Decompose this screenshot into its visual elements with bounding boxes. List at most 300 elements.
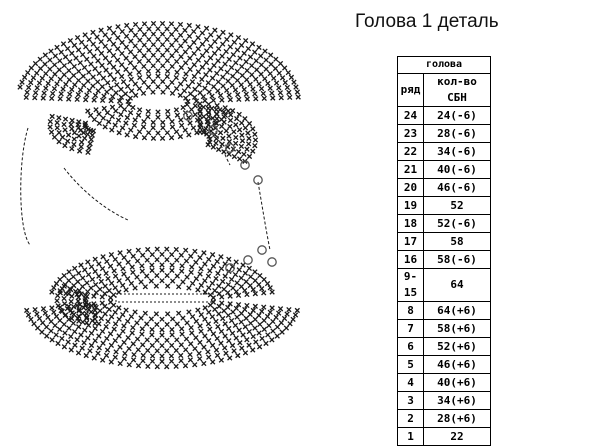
- stitch-x-icon: [254, 68, 258, 72]
- stitch-x-icon: [87, 307, 91, 311]
- stitch-x-icon: [178, 134, 182, 138]
- stitch-x-icon: [198, 324, 202, 328]
- stitch-x-icon: [99, 316, 103, 320]
- stitch-x-icon: [141, 353, 145, 357]
- row-number-cell: 17: [398, 233, 424, 251]
- stitch-x-icon: [179, 65, 183, 69]
- stitch-x-icon: [193, 87, 197, 91]
- stitch-x-icon: [174, 86, 178, 90]
- stitch-x-icon: [275, 334, 279, 338]
- stitch-x-icon: [88, 142, 92, 146]
- stitch-x-icon: [169, 22, 173, 26]
- stitch-x-icon: [196, 25, 200, 29]
- stitch-x-icon: [151, 64, 155, 68]
- stitch-x-icon: [104, 324, 108, 328]
- stitch-x-icon: [210, 343, 214, 347]
- stitch-x-icon: [124, 56, 128, 60]
- stitch-x-icon: [119, 112, 123, 116]
- stitch-x-icon: [160, 252, 164, 256]
- stitch-x-icon: [271, 319, 275, 323]
- stitch-x-icon: [50, 114, 54, 118]
- stitch-x-icon: [221, 84, 225, 88]
- stitch-x-icon: [227, 134, 231, 138]
- stitch-x-icon: [124, 45, 128, 49]
- stitch-x-icon: [236, 35, 240, 39]
- stitch-x-icon: [251, 87, 255, 91]
- stitch-x-icon: [165, 349, 169, 353]
- stitch-x-icon: [160, 317, 164, 321]
- stitch-x-icon: [122, 107, 126, 111]
- stitch-x-icon: [125, 133, 129, 137]
- stitch-x-icon: [258, 54, 262, 58]
- stitch-x-icon: [214, 141, 218, 145]
- stitch-x-icon: [200, 53, 204, 57]
- stitch-x-icon: [122, 272, 126, 276]
- stitch-x-icon: [132, 123, 136, 127]
- stitch-x-icon: [227, 139, 231, 143]
- stitch-x-icon: [248, 55, 252, 59]
- stitch-x-icon: [146, 58, 150, 62]
- stitch-x-icon: [35, 326, 39, 330]
- stitch-x-icon: [111, 65, 115, 69]
- stitch-x-icon: [242, 51, 246, 55]
- stitch-x-icon: [106, 120, 110, 124]
- stitch-x-icon: [231, 74, 235, 78]
- stitch-x-icon: [259, 86, 263, 90]
- stitch-x-icon: [145, 338, 149, 342]
- stitch-x-icon: [139, 280, 143, 284]
- stitch-x-icon: [253, 278, 257, 282]
- stitch-x-icon: [230, 331, 234, 335]
- stitch-x-icon: [283, 80, 287, 84]
- stitch-x-icon: [105, 348, 109, 352]
- stitch-x-icon: [124, 67, 128, 71]
- stitch-x-icon: [229, 318, 233, 322]
- stitch-x-icon: [174, 75, 178, 79]
- stitch-x-icon: [104, 353, 108, 357]
- stitch-x-icon: [103, 44, 107, 48]
- stitch-x-icon: [254, 340, 258, 344]
- stitch-x-icon: [33, 307, 37, 311]
- stitch-x-icon: [124, 288, 128, 292]
- stitch-x-icon: [180, 269, 184, 273]
- stitch-x-icon: [92, 117, 96, 121]
- stitch-x-icon: [262, 318, 266, 322]
- stitch-x-icon: [224, 129, 228, 133]
- stitch-x-icon: [247, 343, 251, 347]
- stitch-x-icon: [210, 315, 214, 319]
- stitch-x-icon: [97, 112, 101, 116]
- stitch-x-icon: [75, 35, 79, 39]
- diagram-title: Голова 1 деталь: [355, 11, 499, 32]
- stitch-x-icon: [150, 327, 154, 331]
- stitch-x-icon: [183, 50, 187, 54]
- stitch-x-icon: [228, 124, 232, 128]
- stitch-x-icon: [137, 108, 141, 112]
- table-row: [398, 338, 491, 356]
- stitch-x-icon: [116, 47, 120, 51]
- stitch-x-icon: [170, 43, 174, 47]
- stitch-x-icon: [54, 314, 58, 318]
- row-number-cell: 9-15: [398, 269, 424, 302]
- stitch-x-icon: [208, 269, 212, 273]
- table-caption: голова: [398, 57, 491, 74]
- stitch-x-icon: [151, 79, 155, 83]
- stitch-x-icon: [69, 348, 73, 352]
- stitch-x-icon: [251, 348, 255, 352]
- stitch-x-icon: [58, 77, 62, 81]
- stitch-x-icon: [196, 58, 200, 62]
- table-row: [398, 356, 491, 374]
- stitch-x-icon: [276, 311, 280, 315]
- stitch-x-icon: [156, 115, 160, 119]
- stitch-count-cell: 34(-6): [424, 143, 491, 161]
- stitch-x-icon: [137, 59, 141, 63]
- stitch-count-cell: 52(+6): [424, 338, 491, 356]
- stitch-x-icon: [277, 71, 281, 75]
- stitch-x-icon: [212, 51, 216, 55]
- stitch-x-icon: [142, 22, 146, 26]
- stitch-x-icon: [263, 49, 267, 53]
- stitch-x-icon: [187, 133, 191, 137]
- stitch-x-icon: [230, 343, 234, 347]
- stitch-x-icon: [174, 108, 178, 112]
- stitch-x-icon: [260, 286, 264, 290]
- stitch-x-icon: [35, 86, 39, 90]
- stitch-x-icon: [113, 123, 117, 127]
- stitch-x-icon: [96, 351, 100, 355]
- stitch-x-icon: [116, 25, 120, 29]
- stitch-x-icon: [70, 147, 74, 151]
- stitch-x-icon: [127, 346, 131, 350]
- stitch-x-icon: [293, 313, 297, 317]
- stitch-x-icon: [174, 247, 178, 251]
- stitch-x-icon: [244, 92, 248, 96]
- stitch-x-icon: [54, 333, 58, 337]
- stitch-x-icon: [196, 288, 200, 292]
- stitch-x-icon: [33, 91, 37, 95]
- stitch-x-icon: [160, 359, 164, 363]
- stitch-x-icon: [121, 267, 125, 271]
- stitch-x-icon: [122, 255, 126, 259]
- stitch-x-icon: [115, 70, 119, 74]
- stitch-x-icon: [100, 84, 104, 88]
- stitch-x-icon: [156, 131, 160, 135]
- stitch-x-icon: [67, 78, 71, 82]
- stitch-x-icon: [119, 87, 123, 91]
- stitch-x-icon: [146, 131, 150, 135]
- stitch-x-icon: [284, 326, 288, 330]
- stitch-x-icon: [197, 351, 201, 355]
- stitch-x-icon: [129, 281, 133, 285]
- stitch-x-icon: [203, 334, 207, 338]
- stitch-x-icon: [137, 86, 141, 90]
- stitch-x-icon: [53, 54, 57, 58]
- stitch-x-icon: [259, 72, 263, 76]
- stitch-x-icon: [156, 110, 160, 114]
- stitch-x-icon: [170, 279, 174, 283]
- stitch-x-icon: [66, 340, 70, 344]
- stitch-x-icon: [150, 354, 154, 358]
- stitch-x-icon: [55, 299, 59, 303]
- stitch-x-icon: [285, 312, 289, 316]
- stitch-x-icon: [271, 329, 275, 333]
- stitch-x-icon: [105, 336, 109, 340]
- stitch-x-icon: [88, 49, 92, 53]
- stitch-x-icon: [55, 126, 59, 130]
- stitch-x-icon: [170, 327, 174, 331]
- stitch-x-icon: [221, 75, 225, 79]
- stitch-x-icon: [165, 258, 169, 262]
- stitch-x-icon: [77, 134, 81, 138]
- row-number-cell: 3: [398, 392, 424, 410]
- stitch-x-icon: [156, 37, 160, 41]
- stitch-count-cell: 58(-6): [424, 251, 491, 269]
- stitch-x-icon: [245, 147, 249, 151]
- stitch-x-icon: [207, 114, 211, 118]
- stitch-x-icon: [154, 284, 158, 288]
- stitch-x-icon: [63, 331, 67, 335]
- stitch-x-icon: [145, 274, 149, 278]
- stitch-x-icon: [117, 130, 121, 134]
- stitch-x-icon: [228, 113, 232, 117]
- stitch-x-icon: [214, 112, 218, 116]
- stitch-x-icon: [218, 131, 222, 135]
- stitch-x-icon: [136, 113, 140, 117]
- stitch-x-icon: [128, 61, 132, 65]
- stitch-x-icon: [83, 98, 87, 102]
- stitch-count-cell: 52(-6): [424, 215, 491, 233]
- stitch-x-icon: [253, 291, 257, 295]
- stitch-x-icon: [219, 66, 223, 70]
- stitch-x-icon: [135, 275, 139, 279]
- stitch-x-icon: [202, 345, 206, 349]
- stitch-x-icon: [214, 107, 218, 111]
- stitch-x-icon: [142, 136, 146, 140]
- stitch-x-icon: [160, 32, 164, 36]
- stitch-x-icon: [140, 269, 144, 273]
- stitch-x-icon: [69, 334, 73, 338]
- stitch-x-icon: [213, 307, 217, 311]
- stitch-x-icon: [129, 89, 133, 93]
- stitch-x-icon: [183, 61, 187, 65]
- stitch-x-icon: [138, 75, 142, 79]
- stitch-x-icon: [42, 91, 46, 95]
- stitch-x-icon: [85, 281, 89, 285]
- stitch-x-icon: [237, 268, 241, 272]
- stitch-x-icon: [138, 27, 142, 31]
- stitch-x-icon: [244, 78, 248, 82]
- stitch-x-icon: [215, 71, 219, 75]
- stitch-x-icon: [227, 326, 231, 330]
- stitch-x-icon: [25, 90, 29, 94]
- stitch-x-icon: [117, 262, 121, 266]
- stitch-x-icon: [133, 310, 137, 314]
- stitch-x-icon: [108, 332, 112, 336]
- stitch-x-icon: [170, 53, 174, 57]
- stitch-x-icon: [242, 87, 246, 91]
- stitch-x-icon: [109, 252, 113, 256]
- stitch-x-icon: [131, 342, 135, 346]
- stitch-x-icon: [231, 310, 235, 314]
- stitch-x-icon: [97, 334, 101, 338]
- stitch-x-icon: [223, 322, 227, 326]
- stitch-x-icon: [198, 255, 202, 259]
- stitch-x-icon: [181, 316, 185, 320]
- stitch-x-icon: [73, 343, 77, 347]
- stitch-x-icon: [89, 137, 93, 141]
- row-number-cell: 24: [398, 107, 424, 125]
- stitch-x-icon: [181, 105, 185, 109]
- stitch-x-icon: [95, 47, 99, 51]
- stitch-x-icon: [161, 120, 165, 124]
- stitch-x-icon: [246, 131, 250, 135]
- stitch-x-icon: [208, 327, 212, 331]
- stitch-x-icon: [208, 303, 212, 307]
- stitch-x-icon: [243, 271, 247, 275]
- stitch-x-icon: [125, 277, 129, 281]
- stitch-x-icon: [63, 143, 67, 147]
- stitch-x-icon: [76, 48, 80, 52]
- stitch-x-icon: [97, 346, 101, 350]
- stitch-x-icon: [193, 112, 197, 116]
- stitch-x-icon: [206, 322, 210, 326]
- stitch-x-icon: [44, 71, 48, 75]
- stitch-x-icon: [118, 345, 122, 349]
- stitch-x-icon: [270, 91, 274, 95]
- stitch-x-icon: [122, 324, 126, 328]
- stitch-x-icon: [262, 305, 266, 309]
- connector-line: [21, 128, 30, 245]
- stitch-x-icon: [112, 269, 116, 273]
- stitch-count-cell: 58(+6): [424, 320, 491, 338]
- stitch-x-icon: [165, 69, 169, 73]
- stitch-x-icon: [253, 138, 257, 142]
- circled-decrease-icon: [244, 256, 252, 264]
- stitch-x-icon: [60, 336, 64, 340]
- stitch-x-icon: [174, 27, 178, 31]
- stitch-x-icon: [70, 51, 74, 55]
- stitch-x-icon: [72, 329, 76, 333]
- stitch-x-icon: [46, 81, 50, 85]
- stitch-x-icon: [179, 353, 183, 357]
- stitch-x-icon: [169, 252, 173, 256]
- stitch-x-icon: [193, 346, 197, 350]
- stitch-x-icon: [226, 282, 230, 286]
- row-number-cell: 6: [398, 338, 424, 356]
- stitch-x-icon: [272, 76, 276, 80]
- stitch-x-icon: [209, 44, 213, 48]
- stitch-x-icon: [72, 137, 76, 141]
- stitch-x-icon: [75, 338, 79, 342]
- stitch-x-icon: [233, 141, 237, 145]
- stitch-x-icon: [108, 300, 112, 304]
- stitch-x-icon: [210, 76, 214, 80]
- table-row: [398, 143, 491, 161]
- stitch-x-icon: [81, 276, 85, 280]
- stitch-x-icon: [67, 270, 71, 274]
- stitch-x-icon: [217, 284, 221, 288]
- stitch-x-icon: [165, 284, 169, 288]
- stitch-count-cell: 64: [424, 269, 491, 302]
- stitch-x-icon: [58, 318, 62, 322]
- stitch-x-icon: [165, 58, 169, 62]
- stitch-x-icon: [29, 66, 33, 70]
- stitch-x-icon: [113, 322, 117, 326]
- stitch-x-icon: [204, 73, 208, 77]
- stitch-x-icon: [24, 95, 28, 99]
- stitch-x-icon: [265, 281, 269, 285]
- stitch-x-icon: [278, 91, 282, 95]
- stitch-x-icon: [59, 50, 63, 54]
- stitch-x-icon: [67, 68, 71, 72]
- stitch-x-icon: [190, 281, 194, 285]
- circled-decrease-icon: [268, 258, 276, 266]
- stitch-x-icon: [233, 323, 237, 327]
- stitch-x-icon: [265, 314, 269, 318]
- stitch-x-icon: [133, 118, 137, 122]
- stitch-x-icon: [219, 329, 223, 333]
- stitch-x-icon: [109, 99, 113, 103]
- stitch-x-icon: [254, 59, 258, 63]
- stitch-x-icon: [130, 331, 134, 335]
- stitch-x-icon: [176, 311, 180, 315]
- stitch-x-icon: [253, 326, 257, 330]
- row-number-cell: 20: [398, 179, 424, 197]
- stitch-x-icon: [214, 348, 218, 352]
- stitch-x-icon: [170, 125, 174, 129]
- stitch-x-icon: [76, 279, 80, 283]
- stitch-x-icon: [93, 257, 97, 261]
- stitch-x-icon: [124, 34, 128, 38]
- stitch-x-icon: [97, 274, 101, 278]
- stitch-x-icon: [247, 121, 251, 125]
- stitch-x-icon: [79, 263, 83, 267]
- stitch-x-icon: [147, 48, 151, 52]
- stitch-x-icon: [174, 38, 178, 42]
- stitch-x-icon: [178, 82, 182, 86]
- stitch-x-icon: [86, 272, 90, 276]
- stitch-x-icon: [183, 39, 187, 43]
- stitch-x-icon: [57, 68, 61, 72]
- stitch-x-icon: [57, 327, 61, 331]
- stitch-x-icon: [183, 128, 187, 132]
- stitch-x-icon: [52, 86, 56, 90]
- stitch-x-icon: [244, 279, 248, 283]
- stitch-x-icon: [210, 281, 214, 285]
- stitch-x-icon: [191, 126, 195, 130]
- stitch-x-icon: [236, 149, 240, 153]
- stitch-count-cell: 28(+6): [424, 410, 491, 428]
- stitch-x-icon: [55, 82, 59, 86]
- stitch-x-icon: [187, 45, 191, 49]
- stitch-x-icon: [211, 332, 215, 336]
- stitch-x-icon: [140, 327, 144, 331]
- stitch-x-icon: [239, 276, 243, 280]
- stitch-x-icon: [199, 267, 203, 271]
- stitch-x-icon: [270, 338, 274, 342]
- stitch-x-icon: [204, 26, 208, 30]
- stitch-x-icon: [87, 88, 91, 92]
- stitch-x-icon: [35, 312, 39, 316]
- stitch-x-icon: [77, 149, 81, 153]
- stitch-x-icon: [192, 40, 196, 44]
- stitch-x-icon: [156, 69, 160, 73]
- stitch-x-icon: [295, 308, 299, 312]
- stitch-x-icon: [76, 78, 80, 82]
- stitch-x-icon: [109, 315, 113, 319]
- stitch-x-icon: [79, 140, 83, 144]
